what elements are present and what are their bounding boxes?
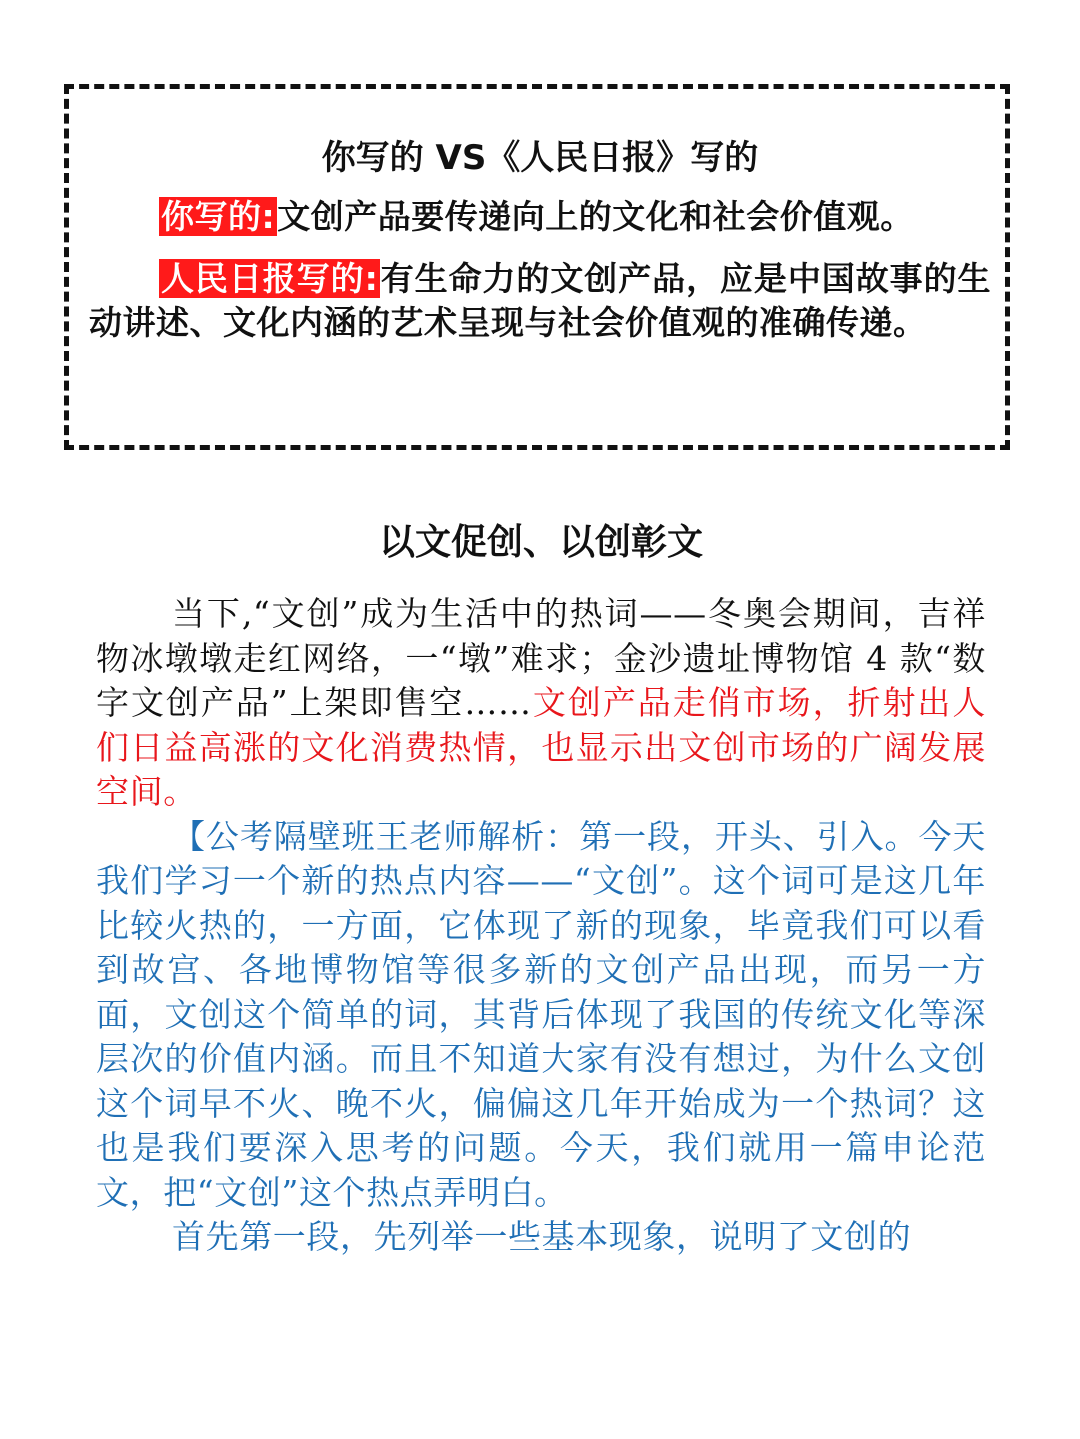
article	[96, 518, 986, 1260]
paragraph-1-text: 当下,“文创”成为生活中的热词——冬奥会期间，吉祥物冰墩墩走红网络，一“墩”难求；金沙遗址博物馆 4 款“数字文创产品”上架即售空……	[96, 594, 986, 722]
paragraph-1	[96, 592, 986, 815]
article-title: 以文促创、以创彰文	[378, 522, 703, 563]
comparison-title: 你写的 VS《人民日报》写的	[321, 138, 759, 178]
analysis-paragraph-2: 首先第一段，先列举一些基本现象，说明了文创的	[172, 1217, 912, 1256]
rmrb-line	[89, 257, 991, 345]
yours-label: 你写的:	[161, 197, 276, 236]
yours-line	[89, 195, 991, 239]
rmrb-text: 有生命力的文创产品，应是中国故事的生动讲述、文化内涵的艺术呈现与社会价值观的准确传递。	[89, 259, 992, 342]
yours-text: 文创产品要传递向上的文化和社会价值观。	[277, 197, 914, 236]
rmrb-label: 人民日报写的:	[161, 259, 379, 298]
paragraph-1-highlight: 文创产品走俏市场，折射出人们日益高涨的文化消费热情，也显示出文创市场的广阔发展空间。	[96, 683, 986, 811]
comparison-box	[64, 84, 1010, 450]
analysis-paragraph: 【公考隔壁班王老师解析：第一段，开头、引入。今天我们学习一个新的热点内容——“文创”。这个词可是这几年比较火热的，一方面，它体现了新的现象，毕竟我们可以看到故宫、各地博物馆等很多新的文创产品出现，而另一方面，文创这个简单的词，其背后体现了我国的传统文化等深层次的价值内涵。而且不知道大家有没有想过，为什么文创这个词早不火、晚不火，偏偏这几年开始成为一个热词？这也是我们要深入思考的问题。今天，我们就用一篇申论范文，把“文创”这个热点弄明白。	[96, 816, 986, 1212]
